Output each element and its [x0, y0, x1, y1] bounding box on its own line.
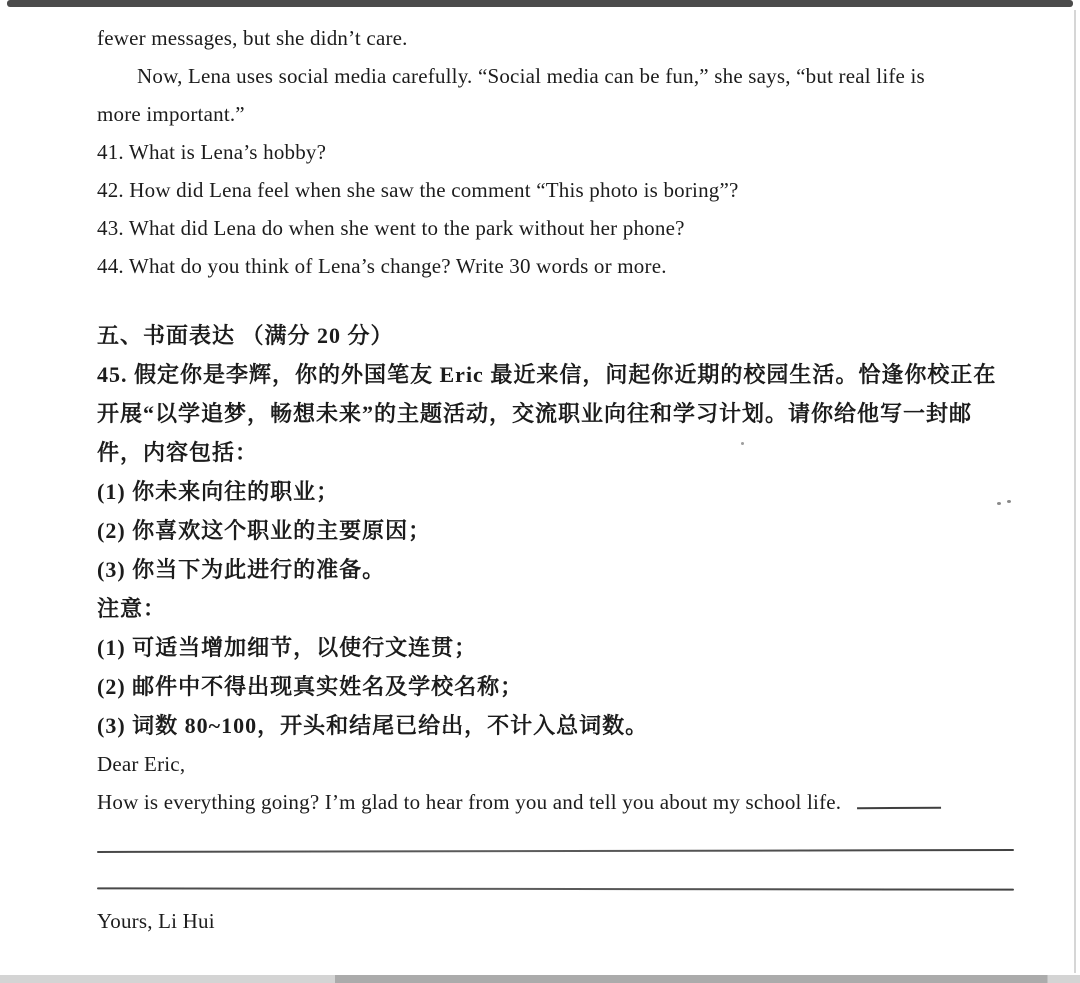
note-2: (2) 邮件中不得出现真实姓名及学校名称；	[97, 674, 524, 699]
letter-opening-line	[97, 783, 1014, 821]
section-heading: 五、书面表达 （满分 20 分）	[97, 323, 394, 348]
page-right-edge	[1074, 10, 1076, 973]
exam-page-content	[0, 11, 1080, 940]
letter-salutation: Dear Eric,	[97, 752, 186, 776]
question-43: 43. What did Lena do when she went to the park without her phone?	[97, 216, 685, 240]
content-point-3: (3) 你当下为此进行的准备。	[97, 557, 386, 582]
letter-opening-text: How is everything going? I’m glad to hear from you and tell you about my school life.	[97, 790, 842, 814]
task-line: 件，内容包括：	[97, 440, 259, 465]
scan-artifact	[997, 502, 1001, 505]
question-41: 41. What is Lena’s hobby?	[97, 140, 327, 164]
passage-line: fewer messages, but she didn’t care.	[97, 26, 408, 50]
answer-line-2	[97, 887, 1014, 890]
scan-artifact	[741, 442, 744, 445]
scan-bottom-edge	[0, 975, 1080, 983]
notes-label: 注意：	[97, 596, 167, 621]
content-point-1: (1) 你未来向往的职业；	[97, 479, 340, 504]
passage-line: Now, Lena uses social media carefully. “Social media can be fun,” she says, “but real life is	[137, 64, 925, 88]
question-44: 44. What do you think of Lena’s change? Write 30 words or more.	[97, 254, 667, 278]
question-42: 42. How did Lena feel when she saw the comment “This photo is boring”?	[97, 178, 739, 202]
task-line: 45. 假定你是李辉，你的外国笔友 Eric 最近来信，问起你近期的校园生活。恰逢你校正在	[97, 362, 997, 387]
answer-line-1	[97, 849, 1014, 853]
content-point-2: (2) 你喜欢这个职业的主要原因；	[97, 518, 432, 543]
note-1: (1) 可适当增加细节，以使行文连贯；	[97, 635, 478, 660]
task-line: 开展“以学追梦，畅想未来”的主题活动，交流职业向往和学习计划。请你给他写一封邮	[97, 401, 973, 426]
letter-closing: Yours, Li Hui	[97, 909, 215, 933]
note-3: (3) 词数 80~100，开头和结尾已给出，不计入总词数。	[97, 713, 649, 738]
scan-top-edge	[7, 0, 1073, 7]
answer-blank-short	[857, 788, 941, 809]
passage-line: more important.”	[97, 102, 245, 126]
